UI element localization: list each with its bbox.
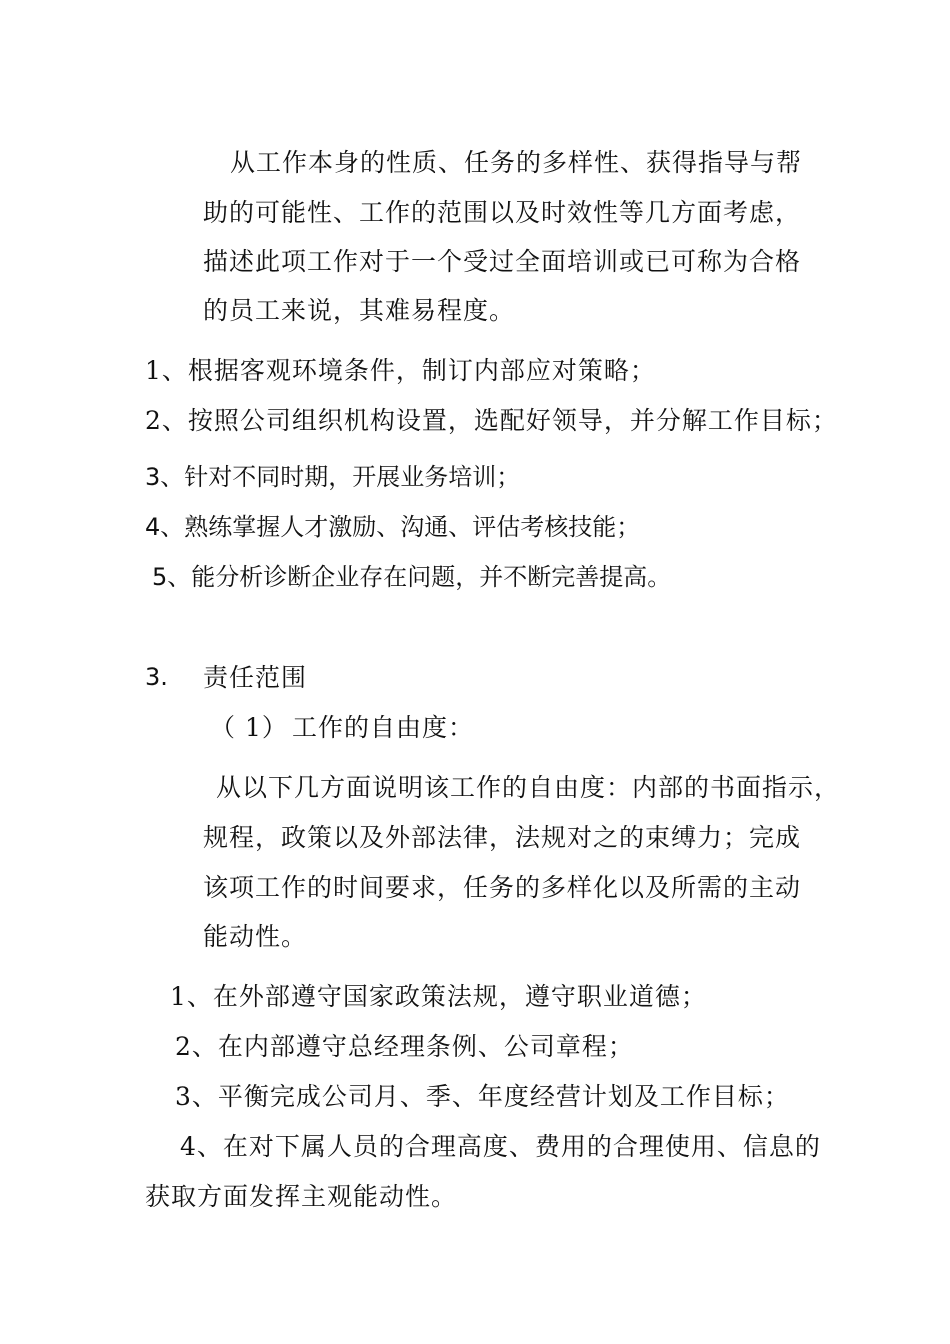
desc-line-3: 该项工作的时间要求，任务的多样化以及所需的主动 [203, 873, 802, 902]
list1-item-5: 5、能分析诊断企业存在问题，并不断完善提高。 [152, 563, 672, 591]
list1-item-3: 3、针对不同时期，开展业务培训； [145, 463, 521, 491]
intro-line-3: 描述此项工作对于一个受过全面培训或已可称为合格 [203, 247, 802, 276]
list2-item-1: 1、在外部遵守国家政策法规，遵守职业道德； [170, 982, 707, 1011]
list2-item-4-cont: 获取方面发挥主观能动性。 [145, 1182, 458, 1211]
list2-item-2: 2、在内部遵守总经理条例、公司章程； [175, 1032, 634, 1061]
intro-line-2: 助的可能性、工作的范围以及时效性等几方面考虑， [203, 198, 802, 227]
intro-line-1: 从工作本身的性质、任务的多样性、获得指导与帮 [230, 148, 803, 177]
intro-line-4: 的员工来说，其难易程度。 [203, 296, 516, 325]
section-title: 责任范围 [203, 663, 308, 692]
list2-item-3: 3、平衡完成公司月、季、年度经营计划及工作目标； [175, 1082, 790, 1111]
desc-line-2: 规程，政策以及外部法律，法规对之的束缚力；完成 [203, 823, 802, 852]
list2-item-4: 4、在对下属人员的合理高度、费用的合理使用、信息的 [180, 1132, 821, 1161]
list1-item-1: 1、根据客观环境条件，制订内部应对策略； [145, 356, 656, 385]
section-number: 3. [145, 663, 168, 691]
list1-item-2: 2、按照公司组织机构设置，选配好领导，并分解工作目标； [145, 406, 838, 435]
desc-line-1: 从以下几方面说明该工作的自由度：内部的书面指示， [216, 773, 841, 802]
list1-item-4: 4、熟练掌握人才激励、沟通、评估考核技能； [145, 513, 641, 541]
subsection-number: （ 1） [210, 713, 288, 742]
subsection-title: 工作的自由度： [292, 713, 475, 742]
desc-line-4: 能动性。 [203, 922, 308, 951]
